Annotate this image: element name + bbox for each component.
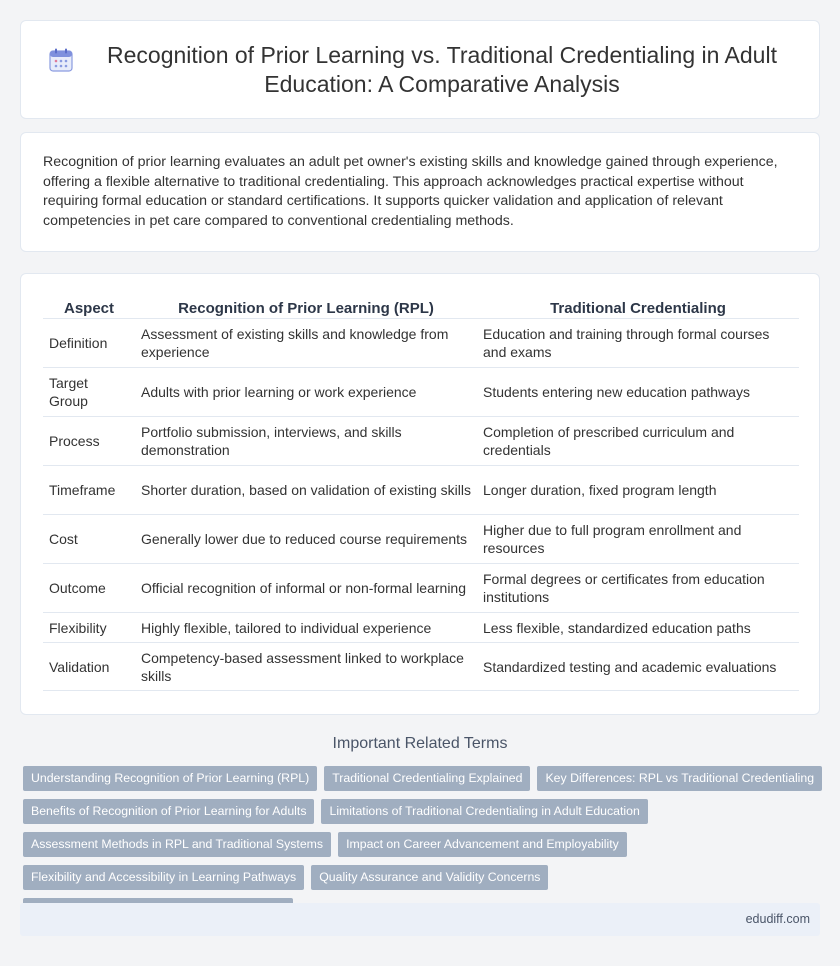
table-row [43,612,799,642]
cell-traditional: Longer duration, fixed program length [477,465,799,514]
cell-rpl: Portfolio submission, interviews, and skills demonstration [135,416,477,465]
cell-rpl: Generally lower due to reduced course requirements [135,514,477,563]
page-title: Recognition of Prior Learning vs. Traditional Credentialing in Adult Education: A Comparative Analysis [107,41,777,97]
header-rpl: Recognition of Prior Learning (RPL) [178,300,434,317]
cell-rpl: Competency-based assessment linked to workplace skills [135,642,477,691]
footer [20,903,820,936]
cell-traditional: Higher due to full program enrollment and resources [477,514,799,563]
cell-traditional: Standardized testing and academic evaluations [477,642,799,691]
comparison-table [43,294,799,691]
table-row [43,416,799,465]
cell-traditional: Less flexible, standardized education paths [477,612,799,642]
related-term-tag[interactable]: Traditional Credentialing Explained [324,766,530,791]
cell-aspect: Outcome [43,563,135,612]
related-terms-list [23,766,823,923]
cell-traditional: Education and training through formal courses and exams [477,318,799,367]
header-aspect: Aspect [63,300,115,317]
cell-aspect: Timeframe [43,465,135,514]
related-terms-title: Important Related Terms [332,735,508,752]
related-term-tag[interactable]: Assessment Methods in RPL and Traditional Systems [23,832,331,857]
cell-traditional: Students entering new education pathways [477,367,799,416]
footer-site-link[interactable]: edudiff.com [745,912,810,926]
table-row [43,563,799,612]
table-row [43,318,799,367]
cell-aspect: Validation [43,642,135,691]
cell-aspect: Process [43,416,135,465]
related-term-tag[interactable]: Benefits of Recognition of Prior Learning for Adults [23,799,314,824]
cell-rpl: Adults with prior learning or work experience [135,367,477,416]
cell-aspect: Flexibility [43,612,135,642]
table-row [43,514,799,563]
calendar-icon [48,47,74,73]
table-row [43,642,799,691]
cell-traditional: Completion of prescribed curriculum and credentials [477,416,799,465]
header-traditional: Traditional Credentialing [550,300,726,317]
related-term-tag[interactable]: Understanding Recognition of Prior Learning (RPL) [23,766,317,791]
cell-rpl: Highly flexible, tailored to individual experience [135,612,477,642]
cell-aspect: Target Group [43,367,135,416]
related-term-tag[interactable]: Quality Assurance and Validity Concerns [311,865,548,890]
table-header-row [43,294,799,318]
comparison-table-card [20,273,820,715]
cell-rpl: Assessment of existing skills and knowledge from experience [135,318,477,367]
related-term-tag[interactable]: Limitations of Traditional Credentialing in Adult Education [321,799,647,824]
table-row [43,465,799,514]
related-term-tag[interactable]: Impact on Career Advancement and Employability [338,832,627,857]
intro-card [20,132,820,252]
header-card [20,20,820,119]
title-wrap [48,41,792,99]
cell-aspect: Cost [43,514,135,563]
intro-text: Recognition of prior learning evaluates an adult pet owner's existing skills and knowledge gained through experience, offering a flexible alternative to traditional credentialing. This approach acknowledges practical expertise without requiring formal education or standard certifications. It supports quicker validation and application of relevant competencies in pet care compared to conventional credentialing methods. [43,154,778,229]
related-term-tag[interactable]: Flexibility and Accessibility in Learning Pathways [23,865,304,890]
table-row [43,367,799,416]
cell-traditional: Formal degrees or certificates from education institutions [477,563,799,612]
cell-aspect: Definition [43,318,135,367]
related-term-tag[interactable]: Key Differences: RPL vs Traditional Credentialing [537,766,822,791]
cell-rpl: Official recognition of informal or non-formal learning [135,563,477,612]
cell-rpl: Shorter duration, based on validation of existing skills [135,465,477,514]
